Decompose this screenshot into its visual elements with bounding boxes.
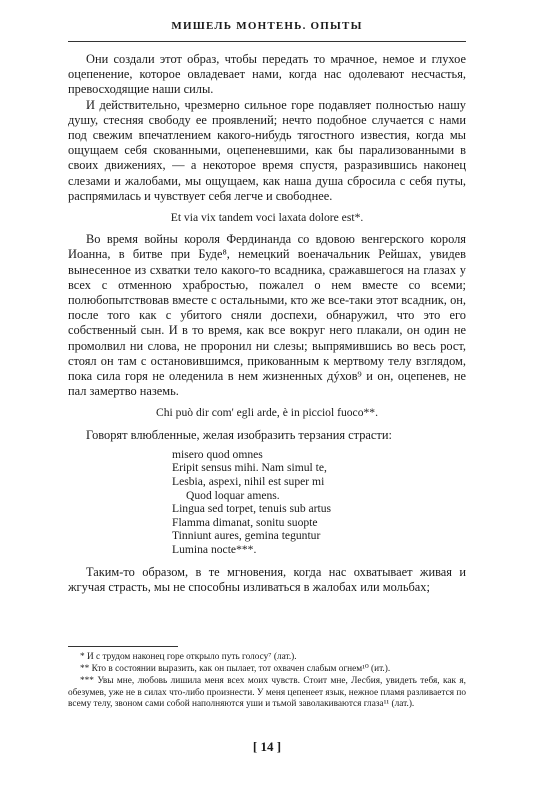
footnotes xyxy=(68,652,466,711)
paragraph-2: И действительно, чрезмерно сильное горе подавляет полностью нашу душу, стесняя свободу ее проявлений; нечто подобное случается с нами под свежим впечатлением какого-нибудь тягостного известия, когда мы ощущаем себя скованными, оцепеневшими, как бы парализованными в своих движениях, — а некоторое время спустя, разразившись наконец слезами и жалобами, мы ощущаем, как наша душа сбросила с себя путы, распрямилась и чувствует себя легче и свободнее. xyxy=(68,97,466,203)
paragraph-5: Таким-то образом, в те мгновения, когда нас охватывает живая и жгучая страсть, мы не способны изливаться в жалобах или мольбах; xyxy=(68,564,466,594)
poem-line: Eripit sensus mihi. Nam simul te, xyxy=(172,461,327,475)
paragraph-3: Во время войны короля Фердинанда со вдовою венгерского короля Иоанна, в битве при Буде⁸, немецкий военачальник Рейшах, увидев вынесенное из схватки тело какого-то всадника, сражавшегося на глазах у всех с отменною храбростью, пожалел о нем вместе со всеми; полюбопытствовав вместе с остальными, кто же все-таки этот всадник, он, после того как с убитого сняли доспехи, обнаружил, что это его собственный сын. И в то время, как все вокруг него плакали, он один не промолвил ни слова, не проронил ни слезы; выпрямившись во весь рост, стоял он там с остановившимся, прикованным к мертвому телу взглядом, пока сила горя не оледенила в нем жизненных дýхов⁹ и он, оцепенев, не пал замертво наземь. xyxy=(68,232,466,399)
poem-line: Quod loquar amens. xyxy=(186,488,280,502)
latin-poem xyxy=(172,448,466,557)
latin-quote-1: Et via vix tandem voci laxata dolore est*. xyxy=(170,211,364,225)
poem-line: Lumina nocte***. xyxy=(172,543,257,557)
page-number: [ 14 ] xyxy=(252,739,282,754)
italian-quote: Chi può dir com' egli arde, è in picciol fuoco**. xyxy=(156,406,378,420)
paragraph-4: Говорят влюбленные, желая изобразить терзания страсти: xyxy=(86,427,392,442)
footnote-2: ** Кто в состоянии выразить, как он пылает, тот охвачен слабым огнем¹⁰ (ит.). xyxy=(80,664,391,675)
footnote-3: *** Увы мне, любовь лишила меня всех моих чувств. Стоит мне, Лесбия, увидеть тебя, как я, обезумев, уже не в силах что-либо произнести. У меня цепенеет язык, нежное пламя разливается по всему телу, звоном сами собой наполняются уши и тьмой заволакиваются глаза¹¹ (лат.). xyxy=(68,676,466,709)
poem-line: Lingua sed torpet, tenuis sub artus xyxy=(172,502,332,516)
poem-line: Tinniunt aures, gemina teguntur xyxy=(172,529,321,543)
running-header: МИШЕЛЬ МОНТЕНЬ. ОПЫТЫ xyxy=(171,20,363,32)
header-rule xyxy=(68,41,466,42)
footnote-1: * И с трудом наконец горе открыло путь голосу⁷ (лат.). xyxy=(80,652,297,662)
poem-line: misero quod omnes xyxy=(172,447,263,461)
main-text xyxy=(68,52,466,595)
poem-line: Flamma dimanat, sonitu suopte xyxy=(172,515,318,529)
footnote-rule xyxy=(68,646,178,647)
poem-line: Lesbia, aspexi, nihil est super mi xyxy=(172,475,325,489)
paragraph-1: Они создали этот образ, чтобы передать то мрачное, немое и глухое оцепенение, которое овладевает нами, когда нас одолевают несчастья, превосходящие наши силы. xyxy=(68,52,466,97)
